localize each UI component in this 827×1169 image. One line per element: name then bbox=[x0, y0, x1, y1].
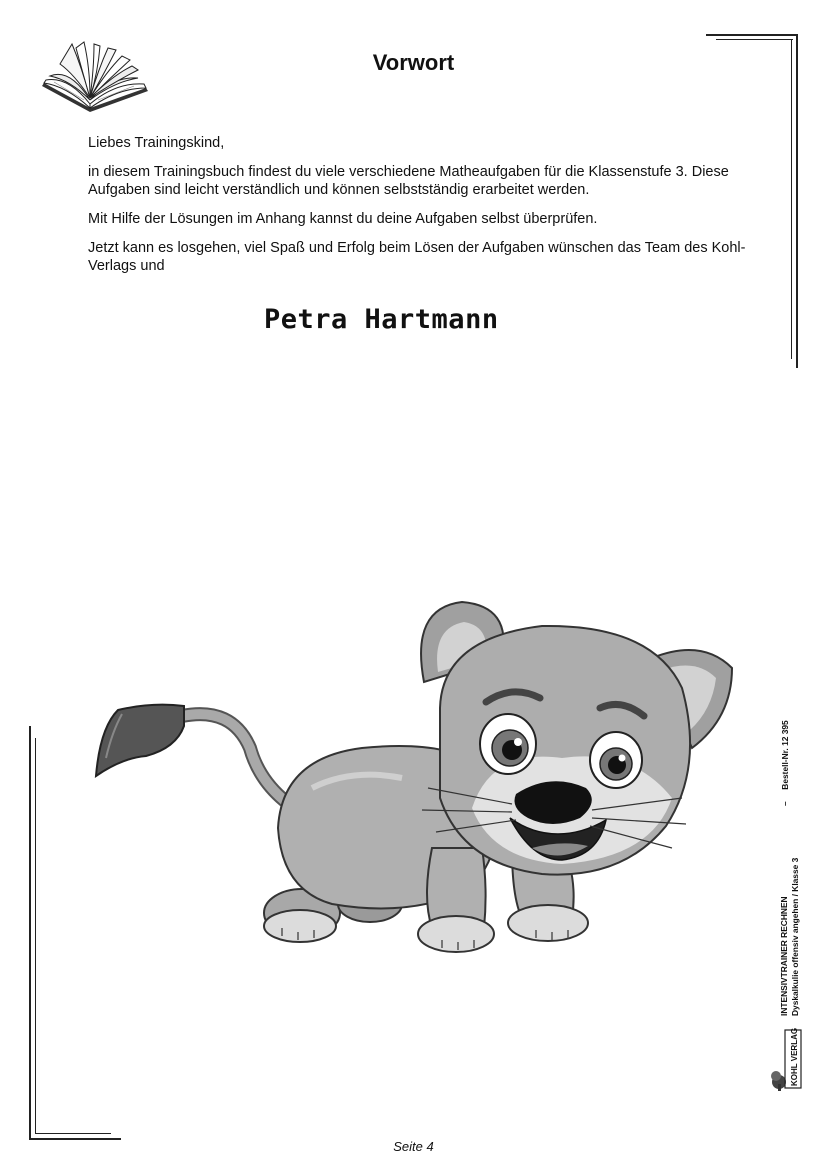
closing-paragraph: Jetzt kann es losgehen, viel Spaß und Erfolg beim Lösen der Aufgaben wünschen das Team des Kohl-Verlags und bbox=[88, 240, 746, 274]
frame-bottom-left-v2 bbox=[35, 738, 36, 1134]
page-title: Vorwort bbox=[372, 50, 455, 75]
frame-top-right-h2 bbox=[716, 39, 793, 40]
frame-top-right-v2 bbox=[791, 39, 792, 359]
frame-top-right-v1 bbox=[796, 34, 798, 368]
frame-bottom-left-h2 bbox=[35, 1133, 111, 1134]
author-signature: Petra Hartmann bbox=[264, 304, 499, 335]
intro-paragraph: in diesem Trainingsbuch findest du viele verschiedene Matheaufgaben für die Klassenstufe 3. Diese Aufgaben sind leicht verständlich und können selbstständig erarbeitet werden. bbox=[88, 164, 729, 198]
lion-cub-illustration bbox=[92, 598, 742, 968]
foreword-text bbox=[88, 134, 748, 286]
frame-top-right-h1 bbox=[706, 34, 798, 36]
order-separator: – bbox=[780, 801, 790, 806]
frame-bottom-left-v1 bbox=[29, 726, 31, 1140]
greeting-paragraph: Liebes Trainingskind, bbox=[88, 135, 225, 151]
solutions-paragraph: Mit Hilfe der Lösungen im Anhang kannst du deine Aufgaben selbst überprüfen. bbox=[88, 211, 598, 227]
publisher-name: KOHL VERLAG bbox=[790, 1027, 799, 1086]
series-subtitle: Dyskalkulie offensiv angehen / Klasse 3 bbox=[790, 857, 800, 1016]
kohl-verlag-logo bbox=[770, 1026, 804, 1092]
page-number: Seite 4 bbox=[393, 1139, 434, 1154]
series-title: INTENSIVTRAINER RECHNEN bbox=[779, 896, 789, 1016]
order-info bbox=[780, 720, 827, 816]
order-number: Bestell-Nr. 12 395 bbox=[780, 720, 790, 790]
